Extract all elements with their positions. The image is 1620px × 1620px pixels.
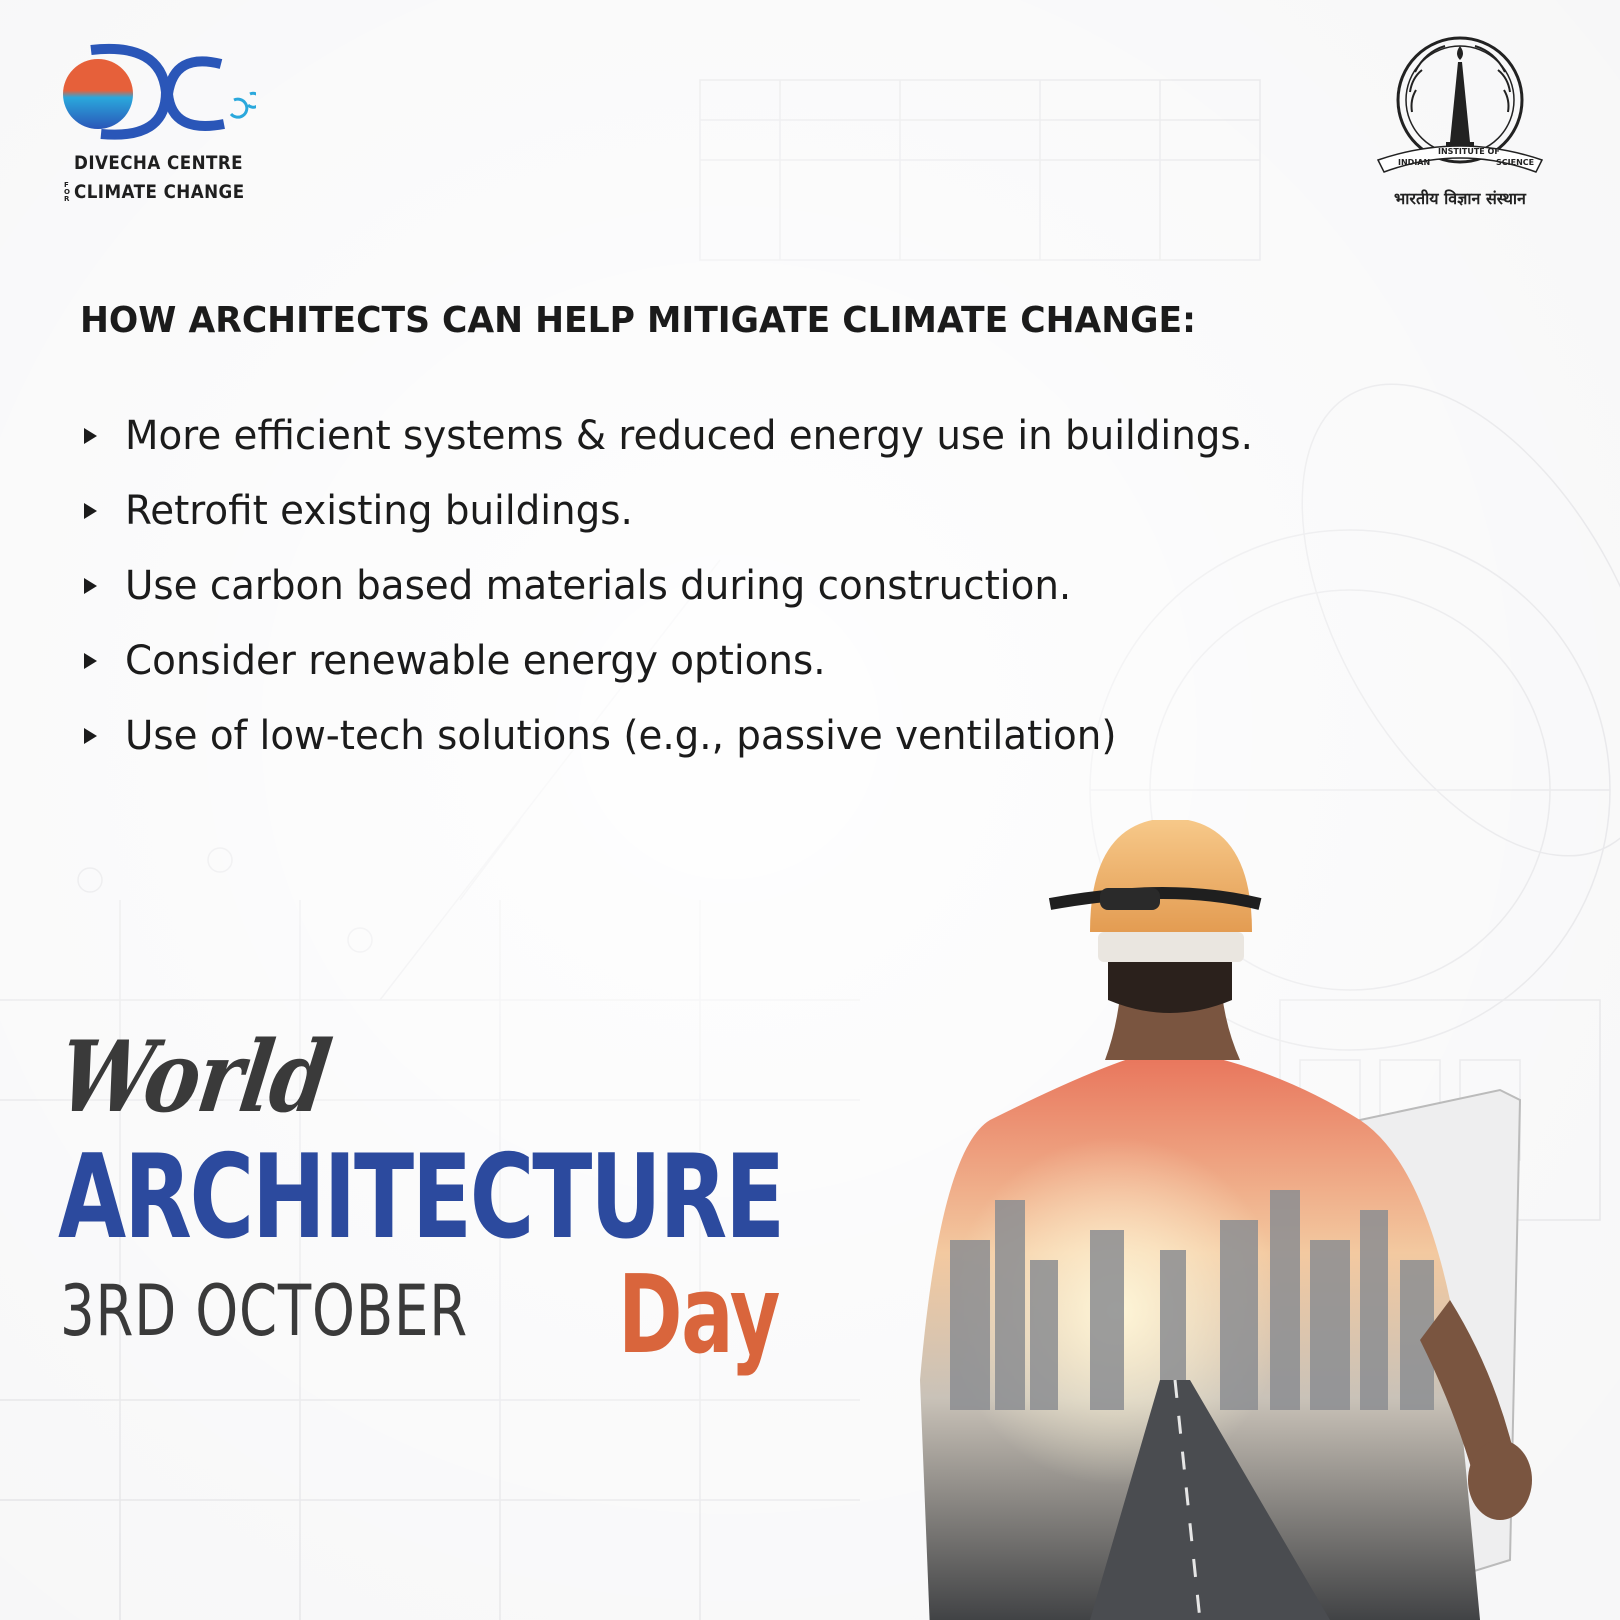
bullet-text: Use of low-tech solutions (e.g., passive ventilation) <box>125 712 1117 759</box>
title-day: Day <box>618 1253 779 1378</box>
triangle-bullet-icon <box>84 503 97 519</box>
list-item <box>84 398 1288 473</box>
iisc-hindi-name: भारतीय विज्ञान संस्थान <box>1394 189 1526 208</box>
divecha-centre-emblem <box>56 42 256 152</box>
iisc-ring-text-mid: INSTITUTE OF <box>1438 147 1500 156</box>
iisc-ring-text-right: SCIENCE <box>1496 158 1535 167</box>
list-item <box>84 548 1288 623</box>
bullet-text: Consider renewable energy options. <box>125 637 826 684</box>
page-heading: HOW ARCHITECTS CAN HELP MITIGATE CLIMATE CHANGE: <box>80 300 1196 341</box>
list-item <box>84 623 1288 698</box>
divecha-centre-logo <box>56 42 256 212</box>
divecha-line-2: CLIMATE CHANGE <box>74 181 245 203</box>
list-item <box>84 698 1288 773</box>
title-world: World <box>51 1020 336 1135</box>
event-date: 3RD OCTOBER <box>60 1270 468 1352</box>
iisc-logo <box>1370 32 1550 217</box>
bullet-list <box>84 398 1288 773</box>
bullet-text: Retrofit existing buildings. <box>125 487 633 534</box>
divecha-line-1: DIVECHA CENTRE <box>74 152 244 174</box>
triangle-bullet-icon <box>84 728 97 744</box>
divecha-for-label: F O R <box>64 181 70 203</box>
iisc-emblem <box>1370 32 1550 187</box>
bullet-text: Use carbon based materials during construction. <box>125 562 1072 609</box>
title-architecture: ARCHITECTURE <box>58 1130 783 1265</box>
list-item <box>84 473 1288 548</box>
triangle-bullet-icon <box>84 578 97 594</box>
triangle-bullet-icon <box>84 653 97 669</box>
bullet-text: More efficient systems & reduced energy use in buildings. <box>125 412 1253 459</box>
architect-illustration <box>860 820 1620 1620</box>
iisc-ring-text-left: INDIAN <box>1398 158 1431 167</box>
triangle-bullet-icon <box>84 428 97 444</box>
